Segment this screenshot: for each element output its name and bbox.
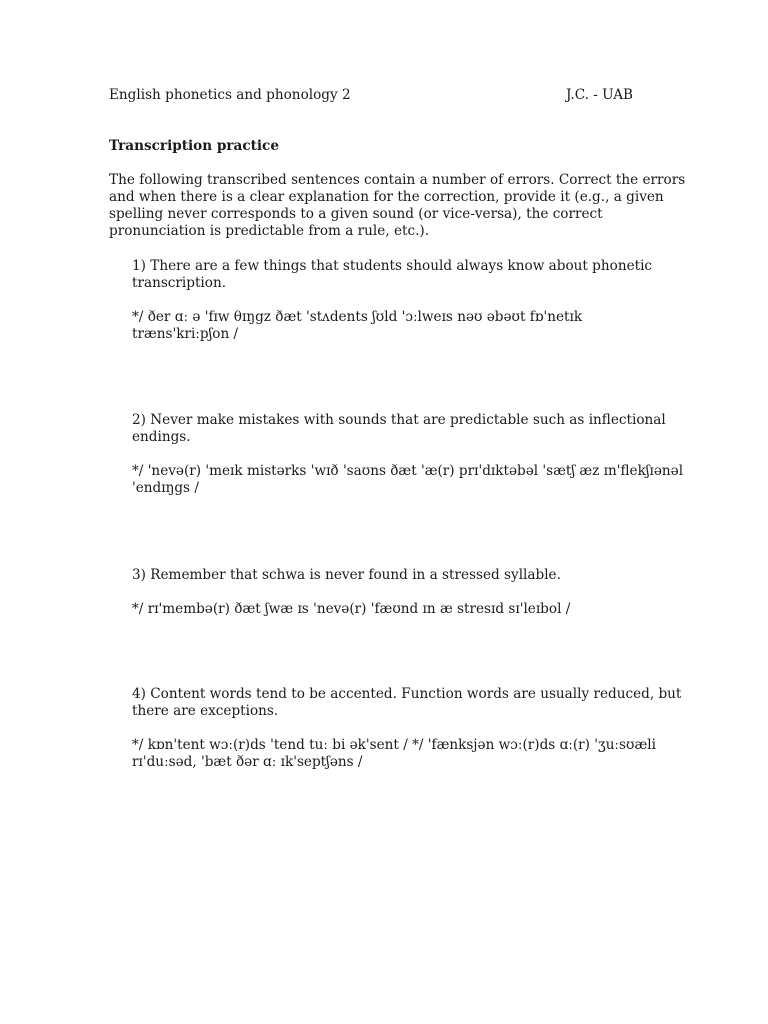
- exercise-item-2: [132, 412, 684, 497]
- sentence-line: endings.: [132, 429, 191, 445]
- exercise-item-4: [132, 686, 682, 771]
- sentence-line: there are exceptions.: [132, 703, 279, 719]
- transcription-line: */ ðer ɑː ə 'fɪw θɪŋgz ðæt 'stʌdents ʃʊld 'ɔːlweɪs nəʊ əbəʊt fɒ'netɪk: [132, 309, 583, 325]
- intro-line: pronunciation is predictable from a rule, etc.).: [109, 223, 430, 239]
- intro-line: The following transcribed sentences contain a number of errors. Correct the errors: [109, 172, 686, 188]
- transcription-line: */ 'nevə(r) 'meɪk mistərks 'wɪð 'saʊns ðæt 'æ(r) prɪ'dɪktəbəl 'sætʃ æz ɪn'flekʃɪənəl: [132, 463, 684, 479]
- sentence-line: 2) Never make mistakes with sounds that are predictable such as inflectional: [132, 412, 666, 428]
- transcription-line: */ rɪ'membə(r) ðæt ʃwæ ɪs 'nevə(r) 'fæʊnd ɪn æ stresɪd sɪ'leɪbol /: [132, 601, 571, 617]
- sentence-line: transcription.: [132, 275, 227, 291]
- transcription-line: træns'kriːpʃon /: [132, 326, 239, 342]
- transcription-line: */ kɒn'tent wɔː(r)ds 'tend tuː bi ək'sent / */ 'fænksjən wɔː(r)ds ɑː(r) 'ʒuːsʊæli: [132, 737, 656, 753]
- intro-line: and when there is a clear explanation for the correction, provide it (e.g., a given: [109, 189, 664, 205]
- sentence-line: 1) There are a few things that students should always know about phonetic: [132, 258, 653, 274]
- exercise-item-1: [132, 258, 652, 343]
- intro-line: spelling never corresponds to a given sound (or vice-versa), the correct: [109, 206, 603, 222]
- transcription-line: 'endɪŋgs /: [132, 480, 199, 496]
- sentence-line: 3) Remember that schwa is never found in a stressed syllable.: [132, 567, 561, 583]
- transcription-line: rɪ'duːsəd, 'bæt ðər ɑː ɪk'septʃəns /: [132, 754, 363, 770]
- exercise-item-3: [132, 567, 652, 618]
- author-label: J.C. - UAB: [566, 87, 634, 103]
- course-title: English phonetics and phonology 2: [109, 87, 351, 103]
- sentence-line: 4) Content words tend to be accented. Function words are usually reduced, but: [132, 686, 682, 702]
- intro-paragraph: [109, 172, 686, 240]
- section-title: Transcription practice: [109, 138, 279, 154]
